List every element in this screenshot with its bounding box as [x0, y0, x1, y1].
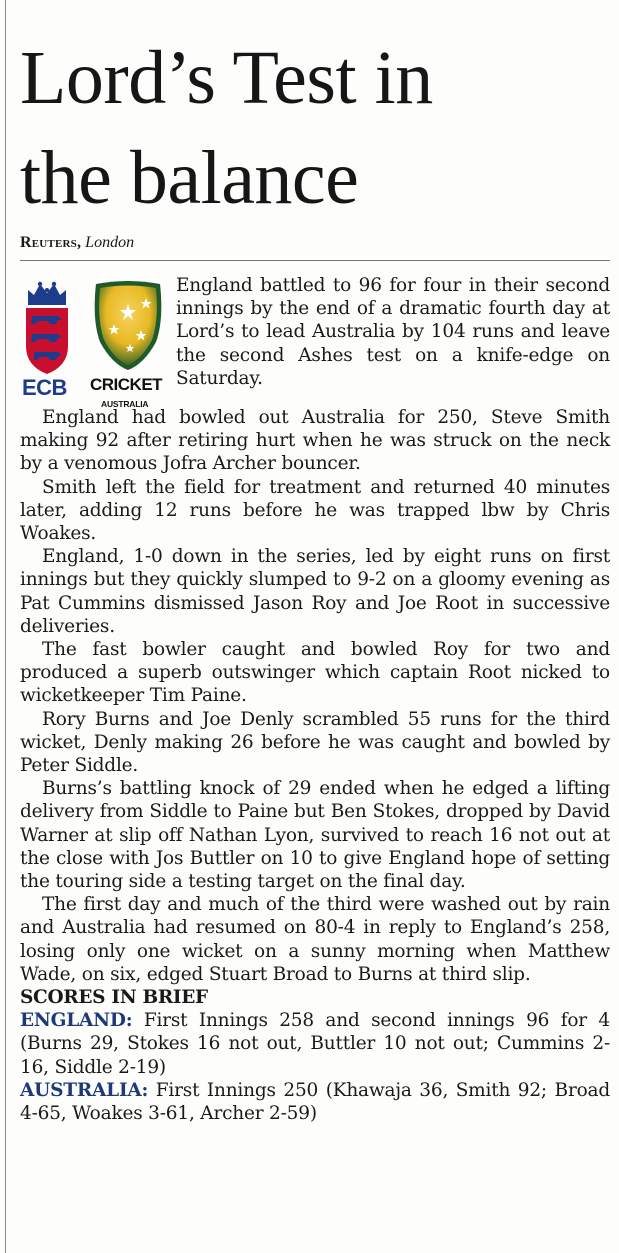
column-rule [5, 0, 6, 1253]
dateline-divider [20, 260, 610, 261]
scores-england-text: First Innings 258 and second innings 96 for 4 (Burns 29, Stokes 16 not out, Buttler 10 not out; Cummins 2-16, Siddle 2-19) [20, 1010, 610, 1078]
scores-australia-label: AUSTRALIA: [20, 1079, 149, 1101]
article-paragraph-5: The fast bowler caught and bowled Roy for two and produced a superb outswinger which captain Root nicked to wicketkeeper Tim Paine. [20, 639, 610, 707]
article-paragraph-7: Burns’s battling knock of 29 ended when he edged a lifting delivery from Siddle to Paine but Ben Stokes, dropped by David Warner at slip off Nathan Lyon, survived to reach 16 not out at the close with Jos Buttler on 10 to give England hope of setting the touring side a testing target on the final day. [20, 778, 610, 893]
article-body [20, 274, 610, 1125]
scores-england [20, 1009, 610, 1079]
dateline-agency: Reuters, [20, 234, 82, 251]
dateline-place: London [85, 234, 135, 251]
scores-england-label: ENGLAND: [20, 1010, 133, 1032]
scores-australia [20, 1079, 610, 1125]
scores-australia-text: First Innings 250 (Khawaja 36, Smith 92; Broad 4-65, Woakes 3-61, Archer 2-59) [20, 1079, 610, 1125]
article-paragraph-8: The first day and much of the third were washed out by rain and Australia had resumed on 80-4 in reply to England’s 258, losing only one wicket on a sunny morning when Matthew Wade, on six, edged Stuart Broad to Burns at third slip. [20, 894, 610, 985]
cricket-australia-wordmark: CRICKET [90, 375, 163, 394]
article-paragraph-6: Rory Burns and Joe Denly scrambled 55 runs for the third wicket, Denly making 26 before he was caught and bowled by Peter Siddle. [20, 708, 610, 777]
article-paragraph-1: England battled to 96 for four in their second innings by the end of a dramatic fourth day at Lord’s to lead Australia by 104 runs and leave the second Ashes test on a knife-edge on Saturday. [176, 275, 610, 389]
scores-heading: SCORES IN BRIEF [20, 987, 208, 1009]
headline-line-2: the balance [20, 136, 359, 220]
article-paragraph-3: Smith left the field for treatment and returned 40 minutes later, adding 12 runs before he was trapped lbw by Chris Woakes. [20, 476, 610, 545]
dateline [20, 234, 134, 252]
headline-line-1: Lord’s Test in [20, 36, 433, 120]
headline [20, 28, 433, 228]
article-paragraph-4: England, 1-0 down in the series, led by eight runs on first innings but they quickly slumped to 9-2 on a gloomy evening as Pat Cummins dismissed Jason Roy and Joe Root in successive deliveries. [20, 546, 610, 637]
logo-group [20, 280, 176, 409]
cricket-australia-subtitle: AUSTRALIA [101, 399, 149, 409]
article-paragraph-2: England had bowled out Australia for 250, Steve Smith making 92 after retiring hurt when he was struck on the neck by a venomous Jofra Archer bouncer. [20, 407, 610, 475]
ecb-wordmark: ECB [22, 375, 67, 400]
scores-in-brief [20, 986, 610, 1125]
ecb-crest-icon [20, 280, 74, 376]
